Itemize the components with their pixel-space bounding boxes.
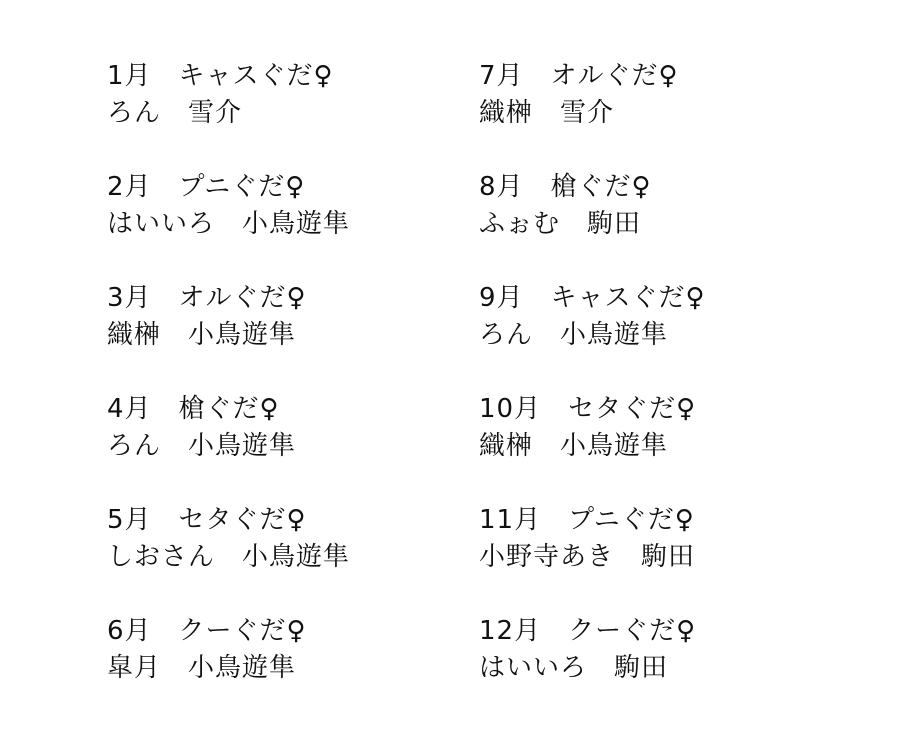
entry-title: 7月 オルぐだ♀: [479, 61, 679, 91]
entry-title: 1月 キャスぐだ♀: [107, 61, 334, 91]
entry-authors: しおさん 小鳥遊隼: [107, 542, 351, 572]
entry-title: 10月 セタぐだ♀: [479, 394, 697, 424]
entry-authors: ろん 小鳥遊隼: [107, 431, 297, 461]
month-entry-7: [479, 58, 839, 169]
entry-authors: 皐月 小鳥遊隼: [107, 653, 297, 683]
month-entry-8: [479, 169, 839, 280]
month-entry-11: [479, 502, 839, 613]
entry-authors: 小野寺あき 駒田: [479, 542, 696, 572]
month-entry-12: [479, 613, 839, 724]
entry-title: 11月 プニぐだ♀: [479, 505, 695, 535]
month-entry-5: [107, 502, 467, 613]
month-entry-10: [479, 391, 839, 502]
entry-title: 4月 槍ぐだ♀: [107, 394, 280, 424]
entry-title: 5月 セタぐだ♀: [107, 505, 307, 535]
entry-title: 3月 オルぐだ♀: [107, 283, 307, 313]
month-entry-2: [107, 169, 467, 280]
entry-authors: 織榊 小鳥遊隼: [479, 431, 669, 461]
entry-authors: ろん 小鳥遊隼: [479, 320, 669, 350]
entry-authors: はいいろ 駒田: [479, 653, 669, 683]
entry-title: 6月 クーぐだ♀: [107, 616, 307, 646]
month-entry-6: [107, 613, 467, 724]
month-entry-4: [107, 391, 467, 502]
entry-title: 9月 キャスぐだ♀: [479, 283, 706, 313]
right-column: [479, 58, 839, 724]
entry-title: 8月 槍ぐだ♀: [479, 172, 652, 202]
month-entry-9: [479, 280, 839, 391]
month-entry-1: [107, 58, 467, 169]
entry-authors: はいいろ 小鳥遊隼: [107, 209, 351, 239]
entry-authors: 織榊 雪介: [479, 98, 615, 128]
entry-authors: ろん 雪介: [107, 98, 243, 128]
entry-authors: 織榊 小鳥遊隼: [107, 320, 297, 350]
left-column: [107, 58, 467, 724]
month-entry-3: [107, 280, 467, 391]
entry-title: 12月 クーぐだ♀: [479, 616, 697, 646]
entry-title: 2月 プニぐだ♀: [107, 172, 306, 202]
entry-authors: ふぉむ 駒田: [479, 209, 642, 239]
